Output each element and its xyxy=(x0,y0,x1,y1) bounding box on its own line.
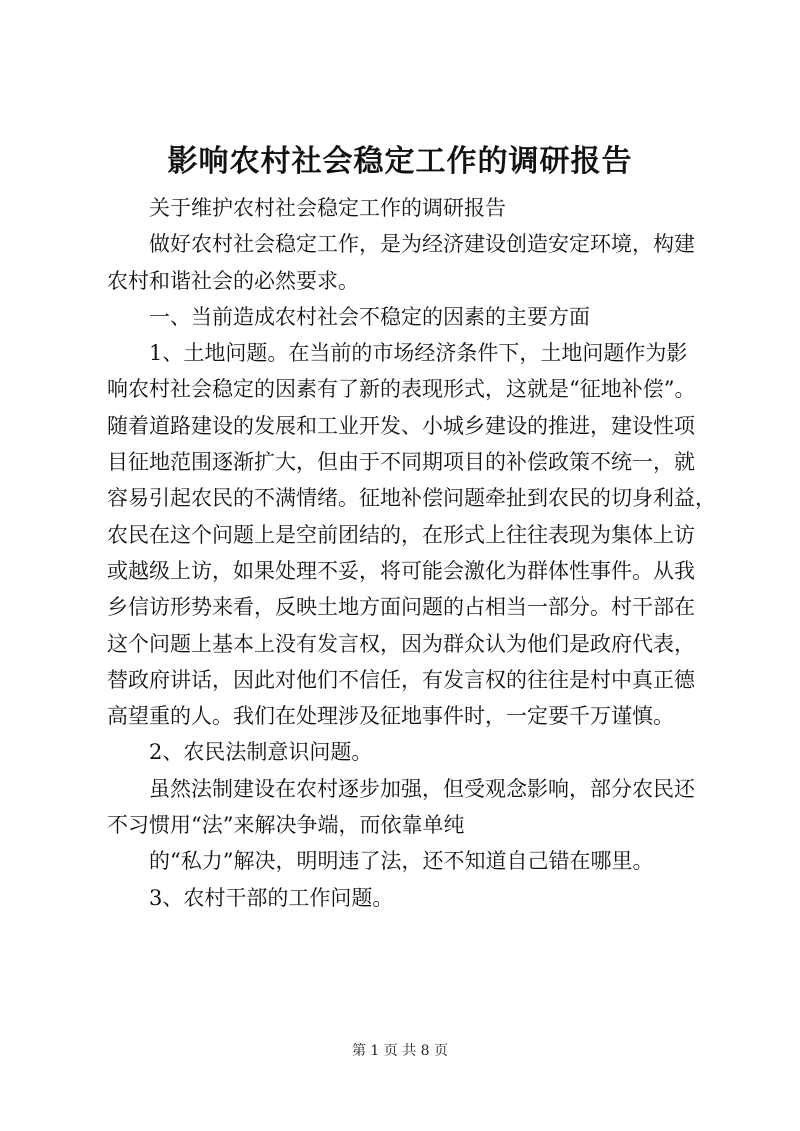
paragraph-line: 随着道路建设的发展和工业开发、小城乡建设的推进，建设性项 xyxy=(107,413,695,438)
section-heading: 3、农村干部的工作问题。 xyxy=(149,885,394,910)
subtitle-line: 关于维护农村社会稳定工作的调研报告 xyxy=(149,196,506,220)
paragraph-line: 虽然法制建设在农村逐步加强，但受观念影响，部分农民还 xyxy=(149,776,695,801)
paragraph-line: 的“私力”解决，明明违了法，还不知道自己错在哪里。 xyxy=(149,849,654,874)
section-heading: 一、当前造成农村社会不稳定的因素的主要方面 xyxy=(149,304,590,329)
paragraph-line: 乡信访形势来看，反映土地方面问题的占相当一部分。村干部在 xyxy=(107,595,695,620)
paragraph-line: 农民在这个问题上是空前团结的，在形式上往往表现为集体上访 xyxy=(107,522,695,547)
paragraph-line: 替政府讲话，因此对他们不信任，有发言权的往往是村中真正德 xyxy=(107,667,695,692)
paragraph-line: 目征地范围逐渐扩大，但由于不同期项目的补偿政策不统一，就 xyxy=(107,450,695,475)
paragraph-line: 做好农村社会稳定工作，是为经济建设创造安定环境，构建 xyxy=(149,232,695,257)
page-number-footer: 第 1 页 共 8 页 xyxy=(351,1043,449,1059)
paragraph-line: 高望重的人。我们在处理涉及征地事件时，一定要千万谨慎。 xyxy=(107,704,674,729)
document-body xyxy=(107,190,716,916)
paragraph-line: 农村和谐社会的必然要求。 xyxy=(107,268,359,293)
paragraph-line: 不习惯用“法”来解决争端，而依靠单纯 xyxy=(107,813,465,838)
paragraph-line: 1、土地问题。在当前的市场经济条件下，土地问题作为影 xyxy=(149,341,688,366)
section-heading: 2、农民法制意识问题。 xyxy=(149,740,373,765)
paragraph-line: 这个问题上基本上没有发言权，因为群众认为他们是政府代表， xyxy=(107,631,695,656)
paragraph-line: 或越级上访，如果处理不妥，将可能会激化为群体性事件。从我 xyxy=(107,558,695,583)
paragraph-line: 容易引起农民的不满情绪。征地补偿问题牵扯到农民的切身利益， xyxy=(107,486,716,511)
document-title: 影响农村社会稳定工作的调研报告 xyxy=(167,144,633,179)
paragraph-line: 响农村社会稳定的因素有了新的表现形式，这就是“征地补偿”。 xyxy=(107,377,696,402)
